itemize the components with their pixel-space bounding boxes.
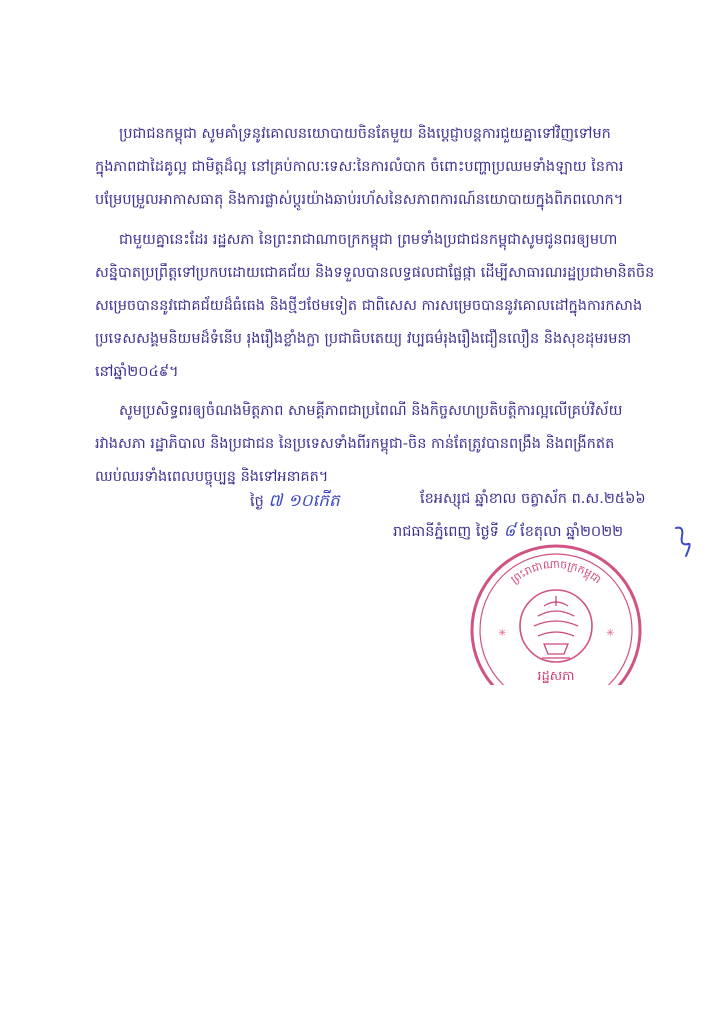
paragraph-line: ឈប់ឈរទាំងពេលបច្ចុប្បន្ន និងទៅអនាគត។ <box>95 469 329 485</box>
signature-mark <box>670 522 696 562</box>
paragraph-line: ក្នុងភាពជាដៃគូល្អ ជាមិត្តដ៏ល្អ នៅគ្រប់កាលៈទេសៈនៃការលំបាក ចំពោះបញ្ហាប្រឈមទាំងឡាយ នៃការ <box>95 159 624 175</box>
seal-arc-text: ព្រះរាជាណាចក្រកម្ពុជា <box>508 557 604 587</box>
handwritten-date <box>250 490 340 515</box>
seal-bottom-text: រដ្ឋសភា <box>537 669 575 684</box>
paragraph-line: ប្រទេសសង្គមនិយមដ៏ទំនើប រុងរឿងខ្លាំងក្លា ប្រជាធិបតេយ្យ វប្បធម៌រុងរឿងជឿនលឿន និងសុខដុមរមនា <box>95 331 632 347</box>
handwritten-date-value: ៧ ១០កើត <box>268 491 340 511</box>
paragraph-line: សន្និបាតប្រព្រឹត្តទៅប្រកបដោយជោគជ័យ និងទទួលបានលទ្ធផលជាផ្លែផ្កា ដើម្បីសាធារណរដ្ឋប្រជាមានិតចិន <box>95 265 655 281</box>
paragraph-line: សូមប្រសិទ្ធពរឲ្យចំណងមិត្តភាព សាមគ្គីភាពជាប្រពៃណី និងកិច្ចសហប្រតិបត្តិការល្អលើគ្រប់វិស័យ <box>119 403 623 419</box>
paragraph-line: រវាងសភា រដ្ឋាភិបាល និងប្រជាជន នៃប្រទេសទាំងពីរកម្ពុជា-ចិន កាន់តែត្រូវបានពង្រឹង និងពង្រីកឥត <box>95 436 615 452</box>
solar-date-suffix: ខែតុលា ឆ្នាំ២០២២ <box>520 524 624 540</box>
paragraph-line: បម្រែបម្រួលអាកាសធាតុ និងការផ្លាស់ប្តូរយ៉ាងឆាប់រហ័សនៃសភាពការណ៍នយោបាយក្នុងពិភពលោក។ <box>95 192 624 208</box>
paragraph-line: ជាមួយគ្នានេះដែរ រដ្ឋសភា នៃព្រះរាជាណាចក្រកម្ពុជា ព្រមទាំងប្រជាជនកម្ពុជាសូមជូនពរឲ្យមហា <box>119 232 618 248</box>
svg-text:✳: ✳ <box>606 628 615 639</box>
national-assembly-seal <box>466 540 646 685</box>
date-prefix: ថ្ងៃ <box>250 494 264 510</box>
paragraph-line: សម្រេចបាននូវជោគជ័យដ៏ធំធេង និងថ្មីៗថែមទៀត ជាពិសេស ការសម្រេចបាននូវគោលដៅក្នុងការកសាង <box>95 298 643 314</box>
paragraph-line: នៅឆ្នាំ២០៤៩។ <box>95 364 179 380</box>
svg-text:✳: ✳ <box>498 628 507 639</box>
paragraph-support <box>95 118 680 217</box>
solar-date-prefix: រាជធានីភ្នំពេញ ថ្ងៃទី <box>393 524 499 540</box>
paragraph-friendship-wish <box>95 395 680 494</box>
paragraph-congratulations <box>95 224 680 389</box>
solar-date-day: ៨ <box>503 521 516 541</box>
lunar-date: ខែអស្សុជ ឆ្នាំខាល ចត្វាស័ក ព.ស.២៥៦៦ <box>420 491 646 507</box>
paragraph-line: ប្រជាជនកម្ពុជា សូមគាំទ្រនូវគោលនយោបាយចិនតែមួយ និងប្តេជ្ញាបន្តការជួយគ្នាទៅវិញទៅមក <box>119 126 611 142</box>
